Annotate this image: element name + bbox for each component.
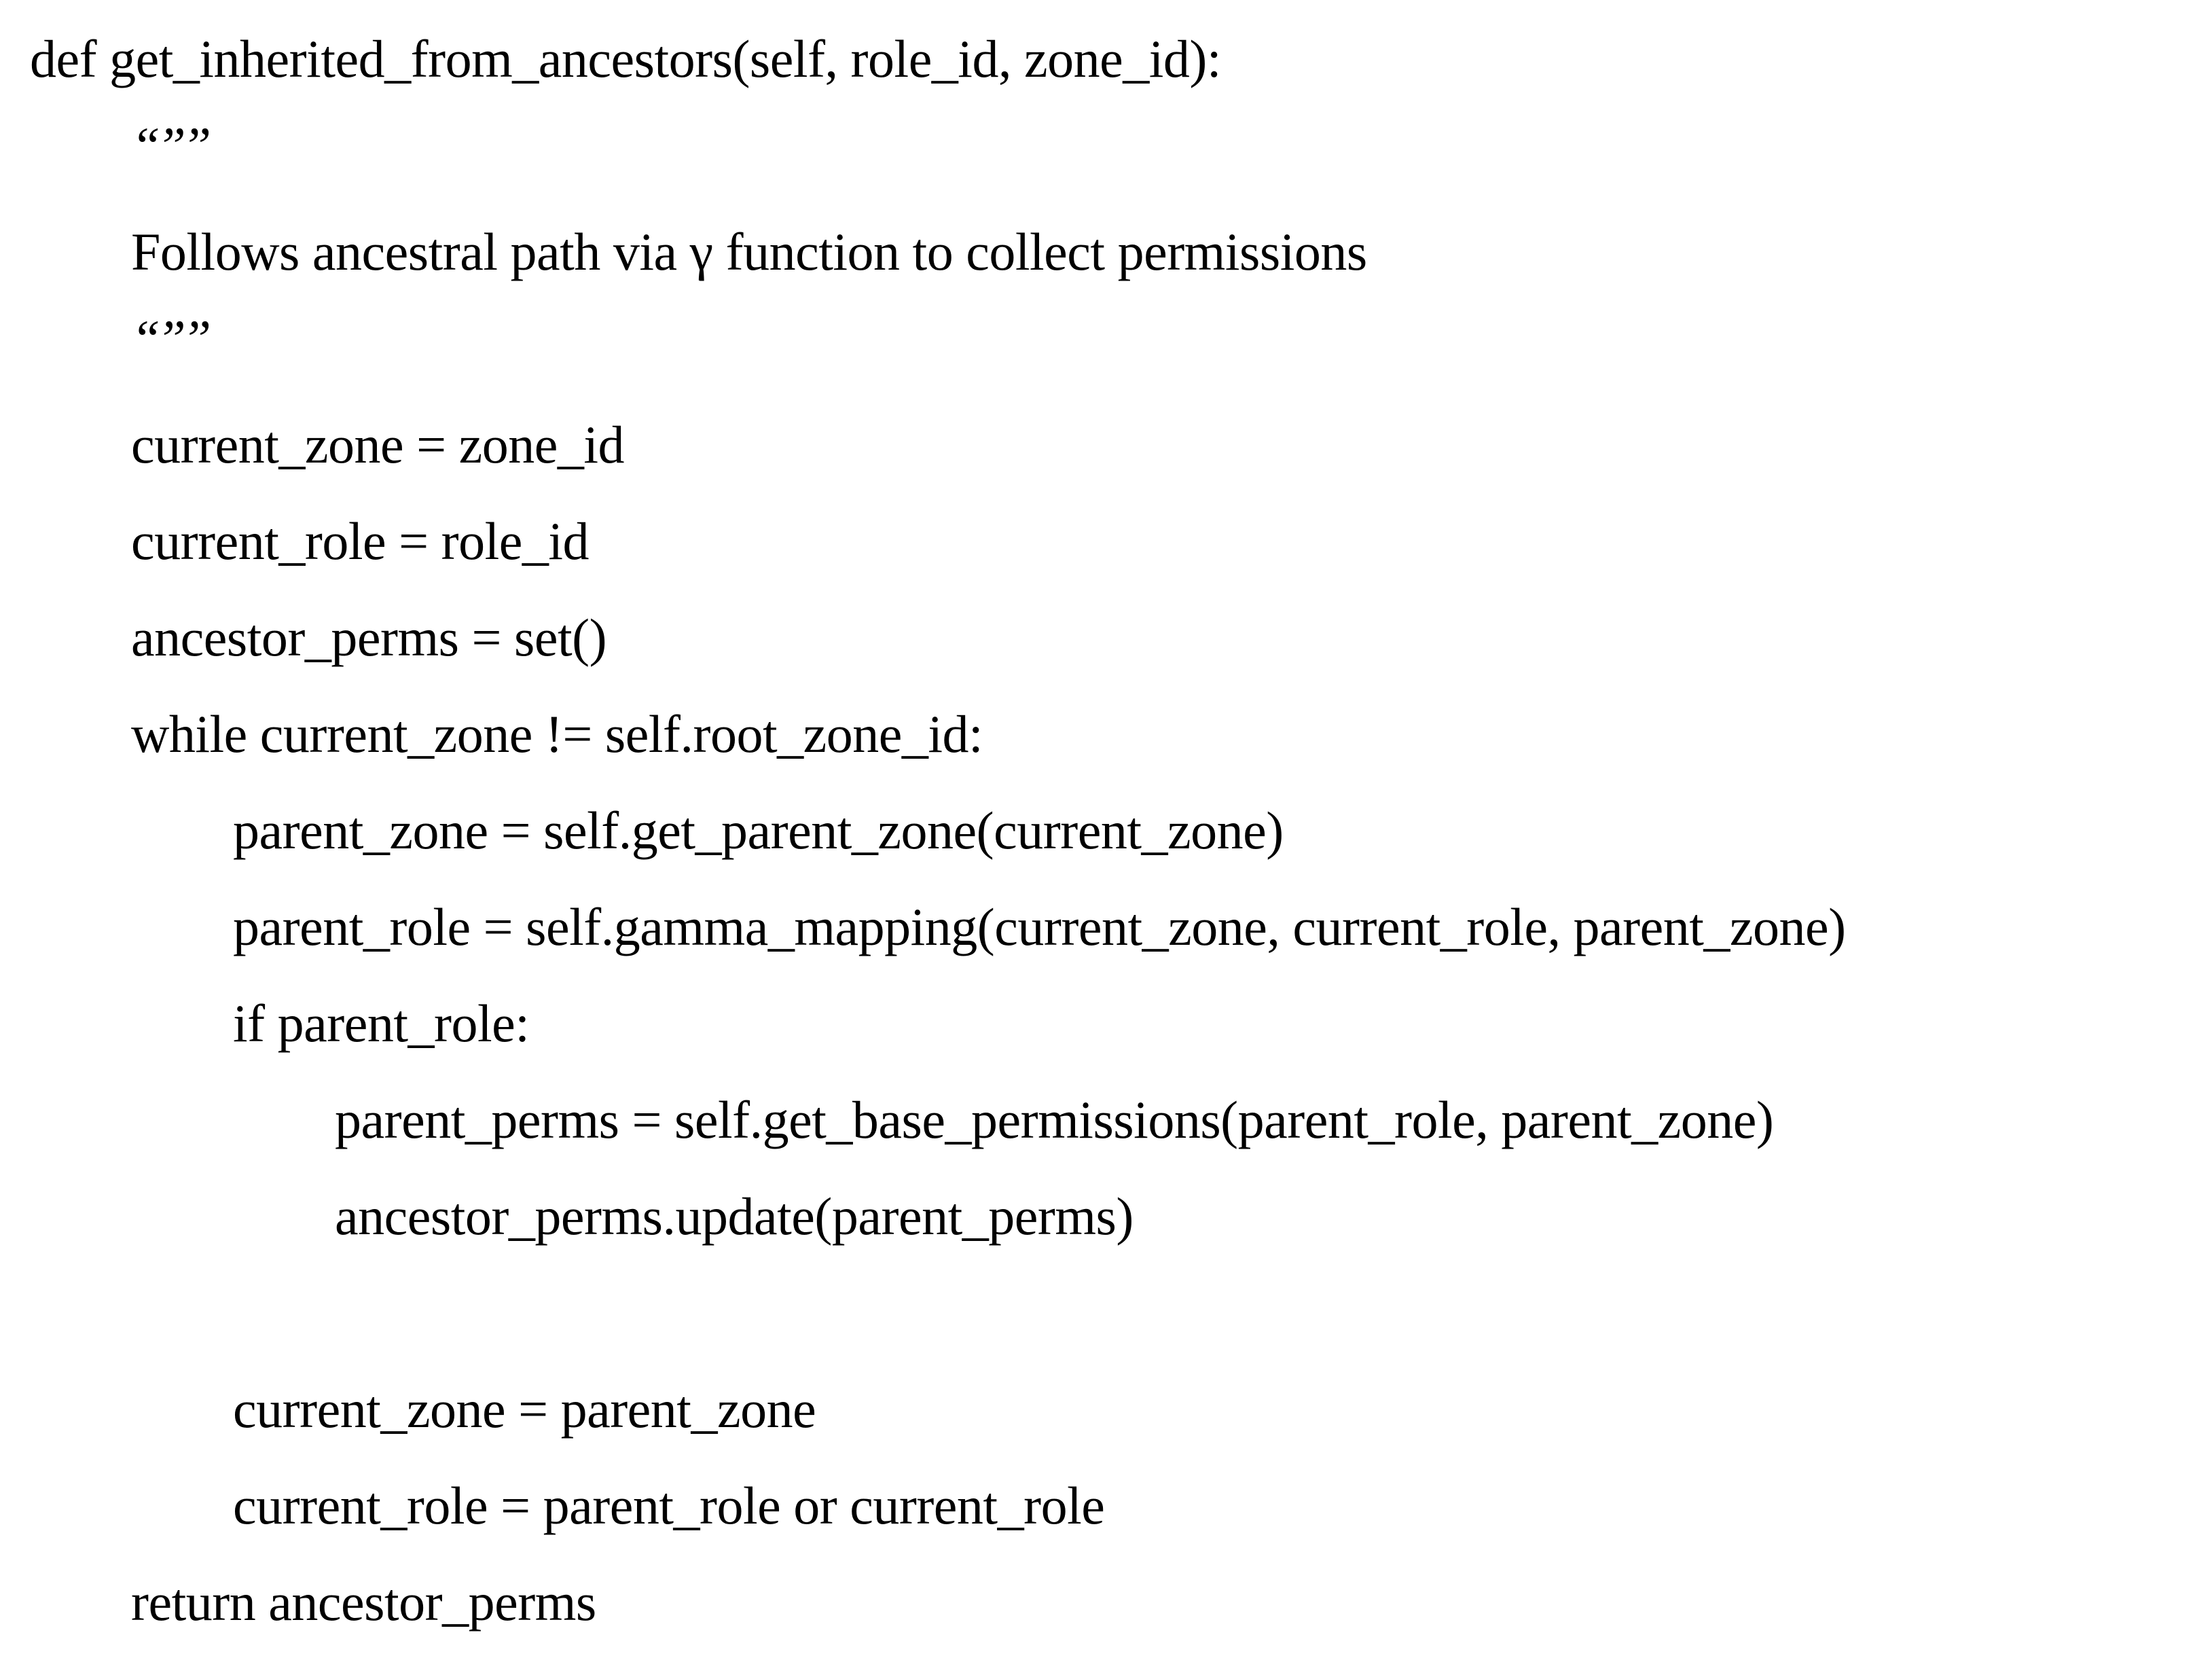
assign-parent-zone: parent_zone = self.get_parent_zone(current_zone): [233, 801, 1284, 860]
assign-current-role: current_role = role_id: [131, 511, 590, 571]
docstring-text: Follows ancestral path via γ function to collect permissions: [131, 222, 1367, 281]
assign-current-zone: current_zone = zone_id: [131, 415, 625, 474]
if-parent-role: if parent_role:: [233, 994, 530, 1053]
assign-parent-perms: parent_perms = self.get_base_permissions(parent_role, parent_zone): [335, 1090, 1774, 1149]
function-signature: def get_inherited_from_ancestors(self, role_id, zone_id):: [30, 29, 1222, 88]
update-ancestor-perms: ancestor_perms.update(parent_perms): [335, 1187, 1134, 1246]
reassign-current-zone: current_zone = parent_zone: [233, 1380, 816, 1439]
docstring-close-quotes: “””: [131, 309, 208, 368]
while-loop-header: while current_zone != self.root_zone_id:: [131, 704, 983, 763]
docstring-open-quotes: “””: [131, 116, 208, 175]
reassign-current-role: current_role = parent_role or current_role: [233, 1476, 1105, 1535]
assign-parent-role: parent_role = self.gamma_mapping(current_zone, current_role, parent_zone): [233, 897, 1846, 956]
assign-ancestor-perms: ancestor_perms = set(): [131, 608, 607, 667]
return-statement: return ancestor_perms: [131, 1572, 596, 1632]
